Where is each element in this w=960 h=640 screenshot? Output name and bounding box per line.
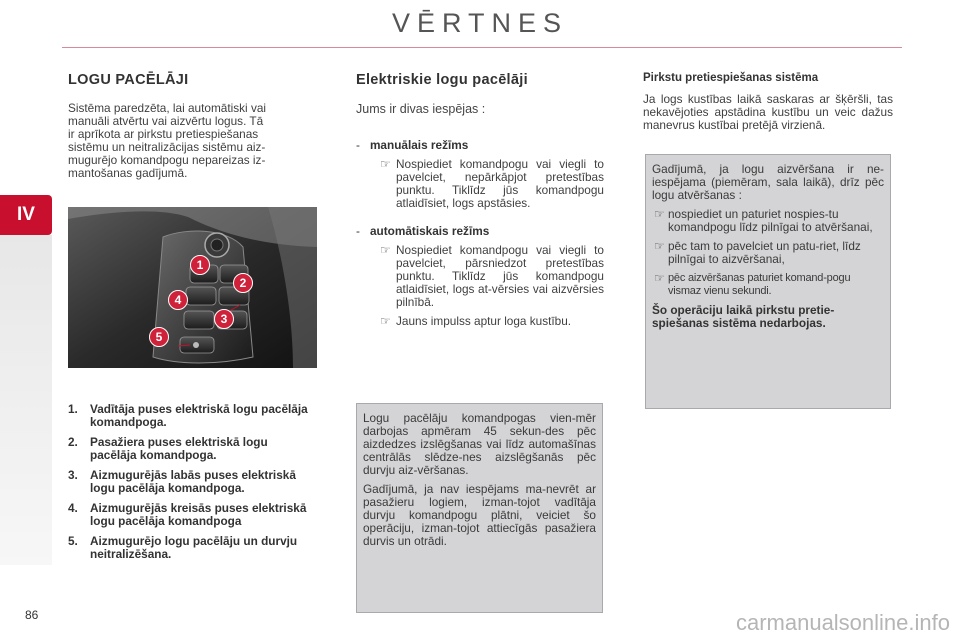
- mode-dash: -: [356, 138, 360, 152]
- warning-note: Šo operāciju laikā pirkstu pretie-spiešanas sistēma nedarbojas.: [652, 303, 835, 330]
- pointing-hand-icon: ☞: [380, 314, 391, 328]
- list-item-text: Aizmugurējās labās puses elektriskā logu pacēlāja komandpoga.: [90, 468, 296, 495]
- step-text: Nospiediet komandpogu vai viegli to pavelciet, nepārkāpjot pretestības punktu. Tiklīdz jūs komandpogu atlaidīsiet, logs apstāsies.: [396, 157, 604, 210]
- manual-step: [380, 158, 604, 210]
- pointing-hand-icon: ☞: [654, 207, 665, 221]
- door-switch-illustration: [68, 207, 317, 368]
- page-number: 86: [25, 608, 39, 622]
- list-item-number: 5.: [68, 534, 78, 548]
- callout-4: 4: [168, 290, 188, 310]
- info-paragraph: Gadījumā, ja nav iespējams ma-nevrēt ar pasažieru logiem, izman-tojot vadītāja durvju komandpogu plātni, veiciet šo operāciju, izman-tojot attiecīgās pasažiera durvis un otrādi.: [363, 482, 596, 548]
- reinit-step: [652, 208, 884, 234]
- section-heading-anti-pinch: Pirkstu pretiespiešanas sistēma: [643, 72, 819, 84]
- step-text: Jauns impulss aptur loga kustību.: [396, 314, 572, 328]
- intro-line: sistēmu un neitralizācijas sistēmu aiz-: [68, 140, 266, 154]
- list-item: [68, 403, 316, 429]
- section-heading-electric-lifts: Elektriskie logu pacēlāji: [356, 72, 528, 88]
- pointing-hand-icon: ☞: [654, 271, 665, 285]
- intro-paragraph: [68, 102, 316, 180]
- intro-line: mantošanas gadījumā.: [68, 166, 188, 180]
- info-paragraph: Gadījumā, ja logu aizvēršana ir ne-iespējama (piemēram, sala laikā), drīz pēc logu atvēršanas :: [652, 162, 884, 202]
- info-box-reinit: [645, 154, 891, 409]
- right-column: [643, 72, 893, 132]
- control-legend-list: [68, 403, 316, 568]
- mode-name: manuālais režīms: [369, 138, 469, 152]
- chapter-tab[interactable]: IV: [0, 195, 52, 235]
- pointing-hand-icon: ☞: [380, 157, 391, 171]
- lead-text: Jums ir divas iespējas :: [356, 102, 486, 116]
- list-item: [68, 535, 316, 561]
- callout-2: 2: [233, 273, 253, 293]
- middle-column: [356, 72, 604, 328]
- intro-line: ir aprīkota ar pirkstu pretiespiešanas: [68, 127, 259, 141]
- step-text: Nospiediet komandpogu vai viegli to pavelciet, pārsniedzot pretestības punktu. Tiklīdz jūs komandpogu atlaidīsiet, logs at-vērsies vai aizvērsies pilnībā.: [396, 243, 604, 309]
- info-box-timing: [356, 403, 603, 613]
- callout-3: 3: [214, 309, 234, 329]
- list-item-text: Aizmugurējās kreisās puses elektriskā logu pacēlāja komandpoga: [90, 501, 307, 528]
- list-item: [68, 502, 316, 528]
- step-text: pēc tam to pavelciet un patu-riet, līdz pilnīgai to aizvēršanai,: [668, 239, 861, 266]
- mode-name: automātiskais režīms: [369, 224, 490, 238]
- page-title: VĒRTNES: [391, 8, 569, 38]
- mode-heading: [356, 138, 604, 152]
- intro-line: mugurējo komandpogu nepareizas iz-: [68, 153, 266, 167]
- reinit-step: [652, 272, 884, 298]
- anti-pinch-paragraph: Ja logs kustības laikā saskaras ar šķēršli, tas nekavējoties apstādina kustību un veic dažus manevrus kustībai pretējā virzienā.: [643, 92, 893, 132]
- list-item-text: Pasažiera puses elektriskā logu pacēlāja komandpoga.: [90, 435, 268, 462]
- callout-1: 1: [190, 255, 210, 275]
- door-switch-panel-photo: [68, 207, 317, 368]
- section-heading-window-lifts: LOGU PACĒLĀJI: [68, 72, 189, 88]
- callout-5: 5: [149, 327, 169, 347]
- list-item-number: 4.: [68, 501, 78, 515]
- info-paragraph: Logu pacēlāju komandpogas vien-mēr darbojas apmēram 45 sekun-des pēc aizdedzes izslēgšanas vai līdz automašīnas centrālās slēdze-nes aizslēgšanās pēc durvju aiz-vēršanas.: [363, 411, 596, 477]
- mode-heading: [356, 224, 604, 238]
- list-item-number: 1.: [68, 402, 78, 416]
- manual-mode: [356, 138, 604, 210]
- list-item: [68, 436, 316, 462]
- list-item-number: 3.: [68, 468, 78, 482]
- list-item-text: Vadītāja puses elektriskā logu pacēlāja komandpoga.: [90, 402, 308, 429]
- list-item: [68, 469, 316, 495]
- left-column: [68, 72, 316, 180]
- list-item-text: Aizmugurējo logu pacēlāju un durvju neitralizēšana.: [90, 534, 298, 561]
- intro-line: Sistēma paredzēta, lai automātiski vai: [68, 101, 267, 115]
- reinit-step: [652, 240, 884, 266]
- chapter-strip: [0, 235, 52, 565]
- pointing-hand-icon: ☞: [654, 239, 665, 253]
- pointing-hand-icon: ☞: [380, 243, 391, 257]
- step-text: pēc aizvēršanas paturiet komand-pogu vismaz vienu sekundi.: [668, 272, 851, 297]
- auto-step: [380, 244, 604, 309]
- intro-line: manuāli atvērtu vai aizvērtu logus. Tā: [68, 114, 264, 128]
- auto-step: [380, 315, 604, 328]
- auto-mode: [356, 224, 604, 328]
- list-item-number: 2.: [68, 435, 78, 449]
- mode-dash: -: [356, 224, 360, 238]
- watermark: carmanualsonline.info: [735, 610, 950, 635]
- title-divider: [62, 47, 902, 48]
- step-text: nospiediet un paturiet nospies-tu komandpogu līdz pilnīgai to atvēršanai,: [668, 207, 873, 234]
